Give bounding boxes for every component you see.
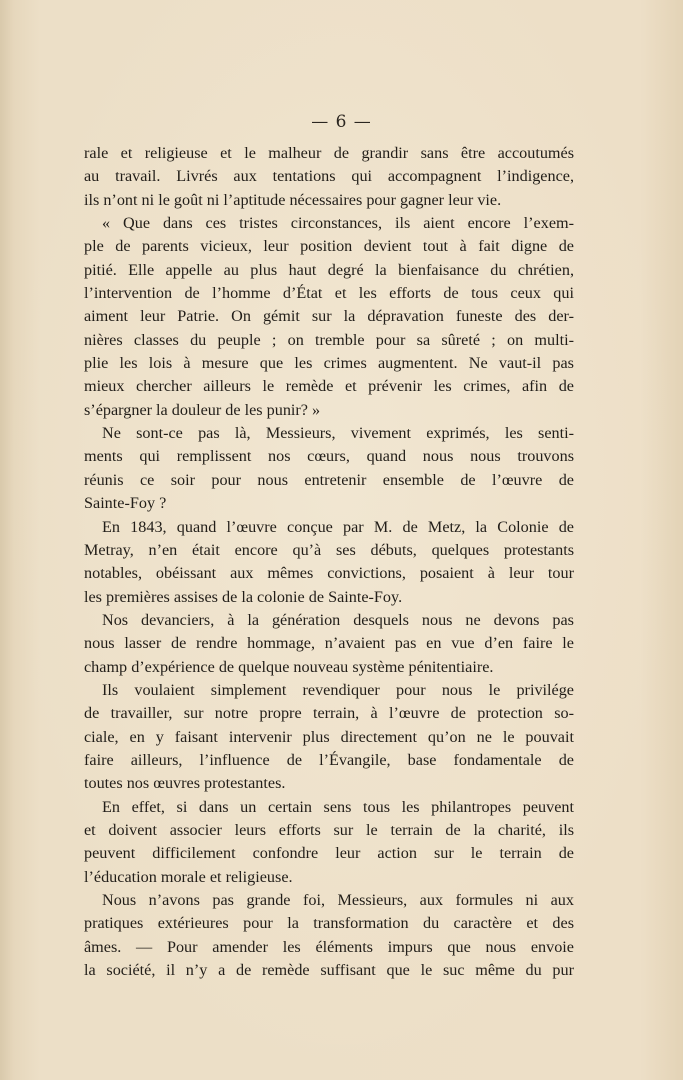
text-line: nous lasser de rendre hommage, n’avaient pas en vue d’en faire le xyxy=(84,634,574,653)
text-line: champ d’expérience de quelque nouveau système pénitentiaire. xyxy=(84,657,494,676)
text-line: la société, il n’y a de remède suffisant que le suc même du pur xyxy=(84,961,574,980)
text-line: ple de parents vicieux, leur position devient tout à fait digne de xyxy=(84,237,574,256)
text-line: les premières assises de la colonie de Sainte-Foy. xyxy=(84,587,403,606)
text-line: et doivent associer leurs efforts sur le terrain de la charité, ils xyxy=(84,820,574,839)
text-line: « Que dans ces tristes circonstances, ils aient encore l’exem- xyxy=(102,214,574,233)
text-line: toutes nos œuvres protestantes. xyxy=(84,774,286,793)
text-line: mieux chercher ailleurs le remède et prévenir les crimes, afin de xyxy=(84,377,574,396)
text-line: réunis ce soir pour nous entretenir ensemble de l’œuvre de xyxy=(84,470,574,489)
text-line: de travailler, sur notre propre terrain, à l’œuvre de protection so- xyxy=(84,704,574,723)
text-line: Ne sont-ce pas là, Messieurs, vivement exprimés, les senti- xyxy=(102,424,574,443)
text-line: aiment leur Patrie. On gémit sur la dépravation funeste des der- xyxy=(84,307,574,326)
text-line: Metray, n’en était encore qu’à ses débuts, quelques protestants xyxy=(84,540,574,559)
text-line: Sainte-Foy ? xyxy=(84,494,167,513)
text-line: Nos devanciers, à la génération desquels nous ne devons pas xyxy=(102,610,574,629)
text-line: âmes. — Pour amender les éléments impurs que nous envoie xyxy=(84,937,574,956)
text-line: ciale, en y faisant intervenir plus directement qu’on ne le pouvait xyxy=(84,727,574,746)
text-line: Ils voulaient simplement revendiquer pour nous le privilége xyxy=(102,680,574,699)
text-line: au travail. Livrés aux tentations qui accompagnent l’indigence, xyxy=(84,167,574,186)
text-line: En effet, si dans un certain sens tous les philantropes peuvent xyxy=(102,797,574,816)
text-line: s’épargner la douleur de les punir? » xyxy=(84,400,321,419)
text-line: faire ailleurs, l’influence de l’Évangile, base fondamentale de xyxy=(84,750,574,769)
page-number: — 6 — xyxy=(311,112,372,132)
text-line: ments qui remplissent nos cœurs, quand nous nous trouvons xyxy=(84,447,574,466)
text-line: Nous n’avons pas grande foi, Messieurs, aux formules ni aux xyxy=(102,891,574,909)
text-line: ils n’ont ni le goût ni l’aptitude nécessaires pour gagner leur vie. xyxy=(84,190,502,209)
text-line: notables, obéissant aux mêmes convictions, posaient à leur tour xyxy=(84,564,574,583)
text-line: plie les lois à mesure que les crimes augmentent. Ne vaut-il pas xyxy=(84,354,574,373)
text-line: l’intervention de l’homme d’État et les efforts de tous ceux qui xyxy=(84,284,574,303)
text-line: pratiques extérieures pour la transformation du caractère et des xyxy=(84,914,574,933)
text-line: peuvent difficilement confondre leur action sur le terrain de xyxy=(84,844,574,863)
text-line: rale et religieuse et le malheur de grandir sans être accoutumés xyxy=(84,144,574,162)
text-line: pitié. Elle appelle au plus haut degré la bienfaisance du chrétien, xyxy=(84,260,574,279)
text-line: nières classes du peuple ; on tremble pour sa sûreté ; on multi- xyxy=(84,330,574,349)
body-text xyxy=(84,142,574,982)
text-line: En 1843, quand l’œuvre conçue par M. de Metz, la Colonie de xyxy=(102,517,574,536)
text-line: l’éducation morale et religieuse. xyxy=(84,867,293,886)
